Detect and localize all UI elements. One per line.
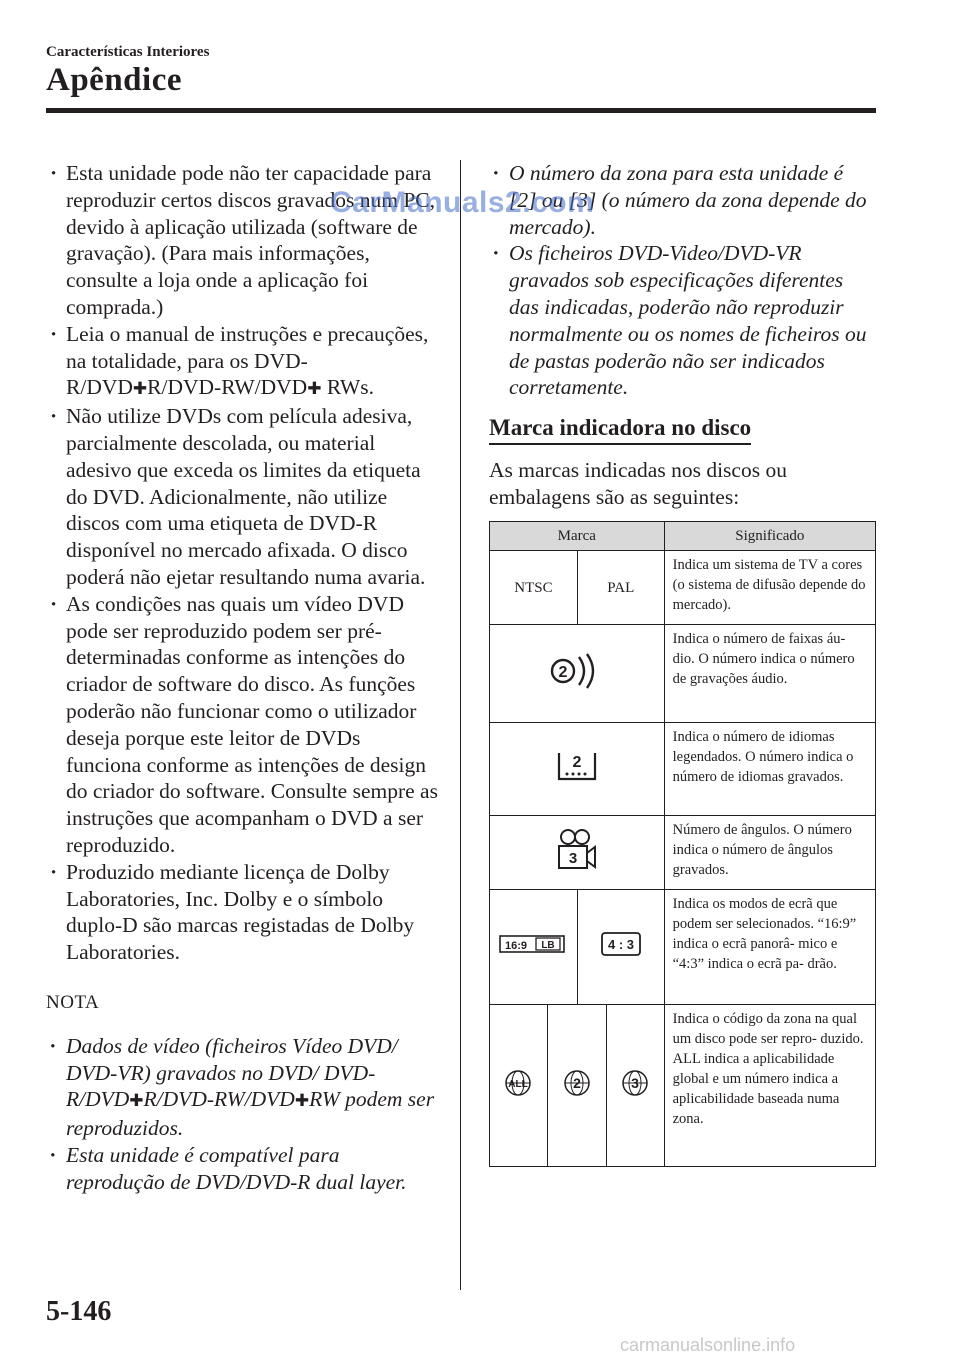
subtitles-number: 2	[572, 754, 582, 771]
zone-3-icon	[606, 1005, 664, 1167]
zone-all-label: ALL	[508, 1078, 529, 1090]
page-number: 5-146	[46, 1296, 112, 1327]
plus-icon: ✚	[129, 1091, 144, 1112]
section-intro: As marcas indicadas nos discos ou embalagens são as seguintes:	[489, 457, 787, 509]
screen-43-icon	[577, 890, 664, 1005]
nota-label: NOTA	[46, 991, 100, 1013]
zone-all-icon	[490, 1005, 548, 1167]
table-row	[490, 551, 876, 625]
table-row	[490, 890, 876, 1005]
zone-2-label: 2	[572, 1074, 581, 1091]
plus-icon: ✚	[307, 379, 322, 400]
nota-bullet-video: · Dados de vídeo (ficheiros Vídeo DVD/ DVD-VR) gravados no DVD/ DVD-R/DVD✚R/DVD-RW/DVD✚RW podem ser reproduzidos.	[46, 1033, 440, 1142]
bullet-pc-discs: · Esta unidade pode não ter capacidade para reproduzir certos discos gravados num PC, devido à aplicação utilizada (software de gravação). (Para mais informações, consulte a loja onde a aplicação foi comprada.)	[46, 160, 440, 321]
table-row	[490, 723, 876, 816]
angles-number: 3	[568, 849, 577, 867]
meaning-audio: Indica o número de faixas áu- dio. O número indica o número de gravações áudio.	[664, 625, 875, 723]
table-row	[490, 816, 876, 890]
meaning-screen-modes: Indica os modos de ecrã que podem ser selecionados. “16:9” indica o ecrã panorâ- mico e “4:3” indica o ecrã pa- drão.	[664, 890, 875, 1005]
table-header-row	[490, 522, 876, 551]
col-header-marca: Marca	[490, 522, 665, 551]
camera-angles-icon	[490, 816, 665, 890]
plus-icon: ✚	[132, 379, 148, 400]
nota-bullet-files: · Os ficheiros DVD-Video/DVD-VR gravados sob especificações diferentes das indicadas, poderão não reproduzir normalmente ou os nomes de ficheiros ou de pastas poderão não ser indicados corretamente.	[489, 240, 875, 401]
ntsc-mark: NTSC	[490, 551, 578, 625]
section-header: Características Interiores	[46, 44, 210, 60]
audio-tracks-number: 2	[558, 663, 568, 681]
nota-bullet-dual-layer: · Esta unidade é compatível para reprodução de DVD/DVD-R dual layer.	[46, 1142, 440, 1196]
col-header-significado: Significado	[664, 522, 875, 551]
watermark-bottom: carmanualsonline.info	[620, 1335, 796, 1355]
ratio-lb-label: LB	[541, 940, 556, 951]
bullet-conditions: · As condições nas quais um vídeo DVD pode ser reproduzido podem ser pré-determinadas conforme as intenções do criador de software do disco. As funções poderão não funcionar como o utilizador deseja porque este leitor de DVDs funciona conforme as intenções de design do criador do software. Consulte sempre as instruções que acompanham o DVD a ser reproduzido.	[46, 591, 440, 859]
ratio-43-label: 4 : 3	[607, 937, 634, 952]
meaning-angles: Número de ângulos. O número indica o número de ângulos gravados.	[664, 816, 875, 890]
screen-169-lb-icon	[490, 890, 578, 1005]
pal-mark: PAL	[577, 551, 664, 625]
table-row	[490, 1005, 876, 1167]
meaning-subtitles: Indica o número de idiomas legendados. O número indica o número de idiomas gravados.	[664, 723, 875, 816]
meaning-zone: Indica o código da zona na qual um disco pode ser repro- duzido. ALL indica a aplicabilidade global e um número indica a aplicabilidade baseada numa zona.	[664, 1005, 875, 1167]
bullet-manual: · Leia o manual de instruções e precauções, na totalidade, para os DVD-R/DVD✚R/DVD-RW/DVD✚ RWs.	[46, 321, 440, 403]
zone-3-label: 3	[631, 1074, 640, 1091]
plus-icon: ✚	[294, 1091, 310, 1112]
ratio-169-label: 16:9	[505, 940, 528, 952]
bullet-dolby: · Produzido mediante licença de Dolby Laboratories, Inc. Dolby e o símbolo duplo-D são marcas registadas de Dolby Laboratories.	[46, 859, 440, 966]
nota-bullet-zone: · O número da zona para esta unidade é [2] ou [3] (o número da zona depende do mercado).	[489, 160, 875, 240]
bullet-adhesive: · Não utilize DVDs com película adesiva, parcialmente descolada, ou material adesivo que exceda os limites da etiqueta do DVD. Adicionalmente, não utilize discos com uma etiqueta de DVD-R disponível no mercado afixada. O disco poderá não ejetar resultando numa avaria.	[46, 403, 440, 591]
subtitles-icon	[490, 723, 665, 816]
column-divider	[460, 160, 461, 1290]
watermark: CarManuals2.com	[330, 186, 595, 219]
left-column	[46, 160, 440, 1195]
page-title: Apêndice	[46, 62, 182, 98]
meaning-tv-system: Indica um sistema de TV a cores (o sistema de difusão depende do mercado).	[664, 551, 875, 625]
header-rule	[46, 108, 876, 113]
audio-tracks-icon	[490, 625, 665, 723]
zone-2-icon	[547, 1005, 606, 1167]
table-row	[490, 625, 876, 723]
disc-marks-table	[489, 521, 876, 1167]
section-title: Marca indicadora no disco	[489, 415, 751, 445]
